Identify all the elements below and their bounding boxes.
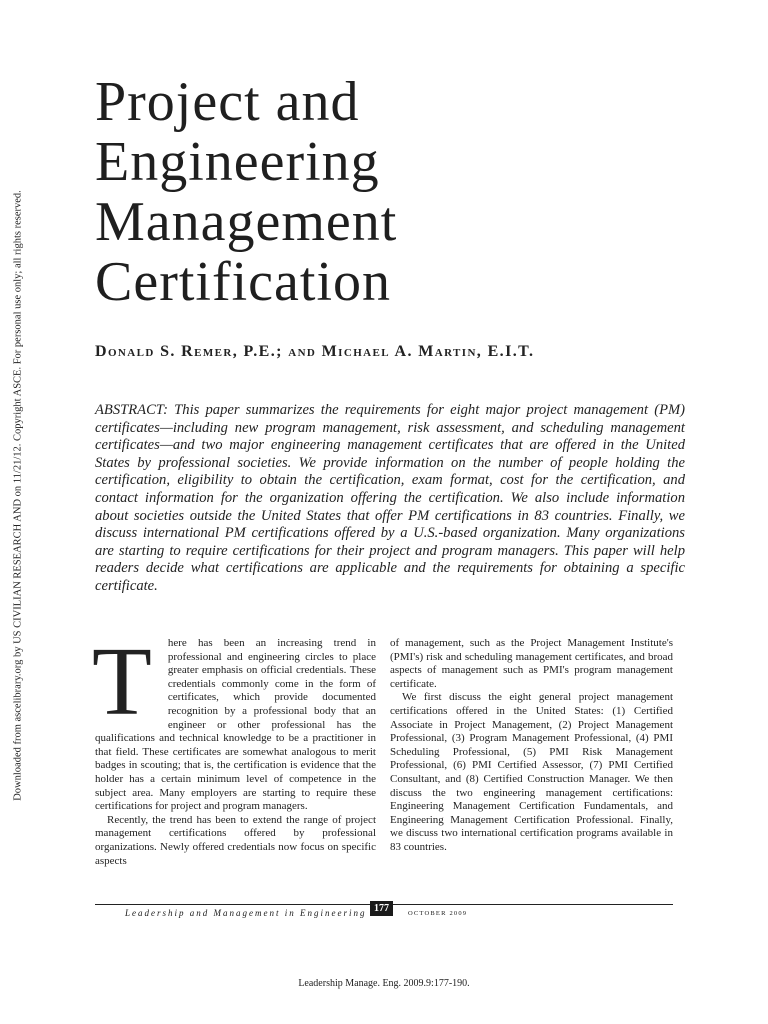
title-line-1: Project and — [95, 71, 360, 133]
journal-name: Leadership and Management in Engineering — [125, 908, 367, 918]
paragraph-text: here has been an increasing trend in professional and engineering circles to place greater emphasis on official credentials. These credentials commonly come in the form of certificates, which provide documented recognition by a professional body that an engineer or other professional has the qualifications and technical knowledge to be a practitioner in that field. These certificates are somewhat analogous to merit badges in scouting; that is, the certification is evidence that the holder has a certain minimum level of competence in the subject area. Many employers are starting to require these certifications for project and program managers. — [95, 637, 376, 813]
title-line-2: Engineering — [95, 131, 380, 193]
abstract: ABSTRACT: This paper summarizes the requirements for eight major project management (PM) certificates—including new program management, risk assessment, and scheduling management certificates—and two major engineering management certificates that are offered in the United States by professional societies. We provide information on the number of people holding the certification, eligibility to obtain the certification, exam format, cost for the certification, and contact information for the organization offering the certification. We also include information about societies outside the United States that offer PM certifications in 83 countries. Finally, we discuss international PM certifications offered by a U.S.-based organization. Many organizations are starting to require certifications for their project and program managers. This paper will help readers decide what certifications are applicable and the requirements for obtaining a specific certificate. — [95, 402, 685, 594]
page-number: 177 — [370, 901, 393, 916]
article-title — [95, 72, 397, 312]
body-paragraph: Recently, the trend has been to extend the range of project management certifications offered by professional organizations. Newly offered credentials now focus on specific aspects — [95, 813, 376, 867]
download-notice: Downloaded from ascelibrary.org by US CIVILIAN RESEARCH AND on 11/21/12. Copyright ASCE. For personal use only; all rights reserved. — [12, 190, 24, 801]
body-paragraph — [92, 628, 376, 814]
title-line-3: Management — [95, 191, 398, 253]
page-footer — [95, 903, 673, 922]
issue-date: OCTOBER 2009 — [408, 910, 468, 917]
author-line: Donald S. Remer, P.E.; and Michael A. Martin, E.I.T. — [95, 343, 535, 360]
title-line-4: Certification — [95, 251, 392, 313]
body-paragraph: We first discuss the eight general project management certifications offered in the United States: (1) Certified Associate in Project Management, (2) Project Management Professional, (3) Program Management Professional, (4) PMI Scheduling Professional, (5) PMI Risk Management Professional, (6) PMI Certified Assessor, (7) PMI Certified Consultant, and (8) Certified Construction Manager. We then discuss the two engineering management certifications: Engineering Management Certification Fundamentals, and Engineering Management Certification Professional. Finally, we discuss two international certification programs available in 83 countries. — [390, 691, 673, 853]
body-column-left — [92, 628, 376, 868]
citation-line: Leadership Manage. Eng. 2009.9:177-190. — [298, 978, 470, 989]
drop-cap: T — [92, 628, 152, 736]
body-paragraph: of management, such as the Project Management Institute's (PMI's) risk and scheduling management certificates, and broad aspects of management such as PMI's program management certificate. — [390, 637, 673, 690]
body-column-right — [390, 637, 673, 855]
